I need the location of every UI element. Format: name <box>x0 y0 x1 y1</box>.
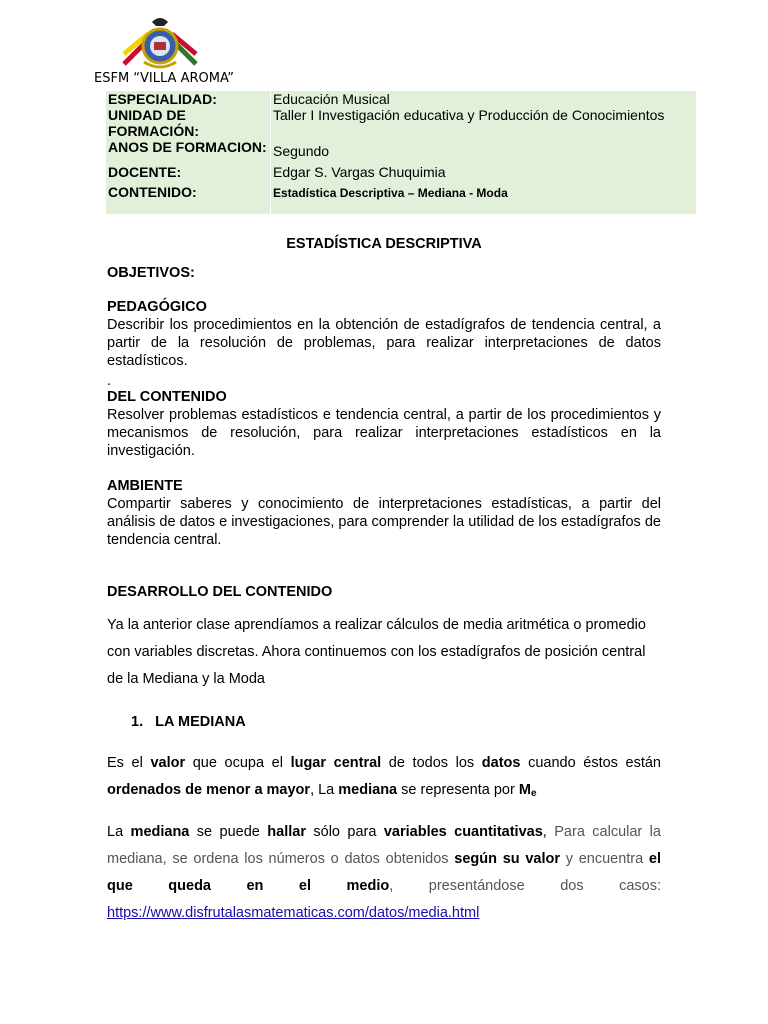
desarrollo-paragraph: Ya la anterior clase aprendíamos a realizar cálculos de media aritmética o promedio con variables discretas. Ahora continuemos con los estadígrafos de posición central de la Mediana y la Moda <box>107 617 646 687</box>
info-key: UNIDAD DE FORMACIÓN: <box>108 107 199 139</box>
section-heading-mediana: 1. LA MEDIANA <box>131 714 246 730</box>
mediana-definition: Es el valor que ocupa el lugar central de todos los datos cuando éstos están ordenados de menor a mayor, La mediana se representa por $M_e$ <box>107 755 661 799</box>
info-key: DOCENTE: <box>108 164 182 180</box>
info-value: Segundo <box>271 139 697 159</box>
source-link[interactable]: https://www.disfrutalasmatematicas.com/datos/media.html <box>107 905 480 921</box>
dot-text: . <box>107 373 112 389</box>
ambiente-paragraph: Compartir saberes y conocimiento de interpretaciones estadísticas, a partir del análisis de datos e investigaciones, para comprender la utilidad de los estadígrafos de tendencia central. <box>107 496 661 548</box>
table-row <box>106 91 696 107</box>
table-row <box>106 107 696 139</box>
info-value: Edgar S. Vargas Chuquimia <box>271 159 697 180</box>
info-key: ESPECIALIDAD: <box>108 91 217 107</box>
info-value: Taller I Investigación educativa y Producción de Conocimientos <box>271 107 697 139</box>
objetivos-heading: OBJETIVOS: <box>107 265 195 281</box>
table-row <box>106 159 696 180</box>
pedagogico-heading: PEDAGÓGICO <box>107 299 207 315</box>
info-key: ANOS DE FORMACION: <box>108 139 267 155</box>
esfm-crest-icon <box>118 14 202 72</box>
info-key: CONTENIDO: <box>108 184 197 200</box>
doc-title: ESTADÍSTICA DESCRIPTIVA <box>286 236 482 252</box>
ambiente-heading: AMBIENTE <box>107 478 183 494</box>
mediana-calculation-paragraph: La mediana se puede hallar sólo para variables cuantitativas, Para calcular la mediana, se ordena los números o datos obtenidos según su valor y encuentra el que queda en el medio, presentándose dos casos: https://www.disfrutalasmatematicas.com/datos/media.html <box>107 824 662 921</box>
info-value: Educación Musical <box>271 91 697 107</box>
table-row <box>106 180 696 214</box>
contenido-paragraph: Resolver problemas estadísticos e tendencia central, a partir de los procedimientos y mecanismos de resolución, para realizar interpretaciones estadísticos en la investigación. <box>107 407 661 459</box>
course-info-table <box>106 91 696 214</box>
table-row <box>106 139 696 159</box>
desarrollo-heading: DESARROLLO DEL CONTENIDO <box>107 584 333 600</box>
pedagogico-paragraph: Describir los procedimientos en la obtención de estadígrafos de tendencia central, a partir de la resolución de problemas, para realizar interpretaciones de datos estadísticos. <box>107 317 661 369</box>
info-value: Estadística Descriptiva – Mediana - Moda <box>271 180 697 214</box>
school-name: ESFM “VILLA AROMA” <box>94 71 234 86</box>
contenido-heading: DEL CONTENIDO <box>107 389 227 405</box>
